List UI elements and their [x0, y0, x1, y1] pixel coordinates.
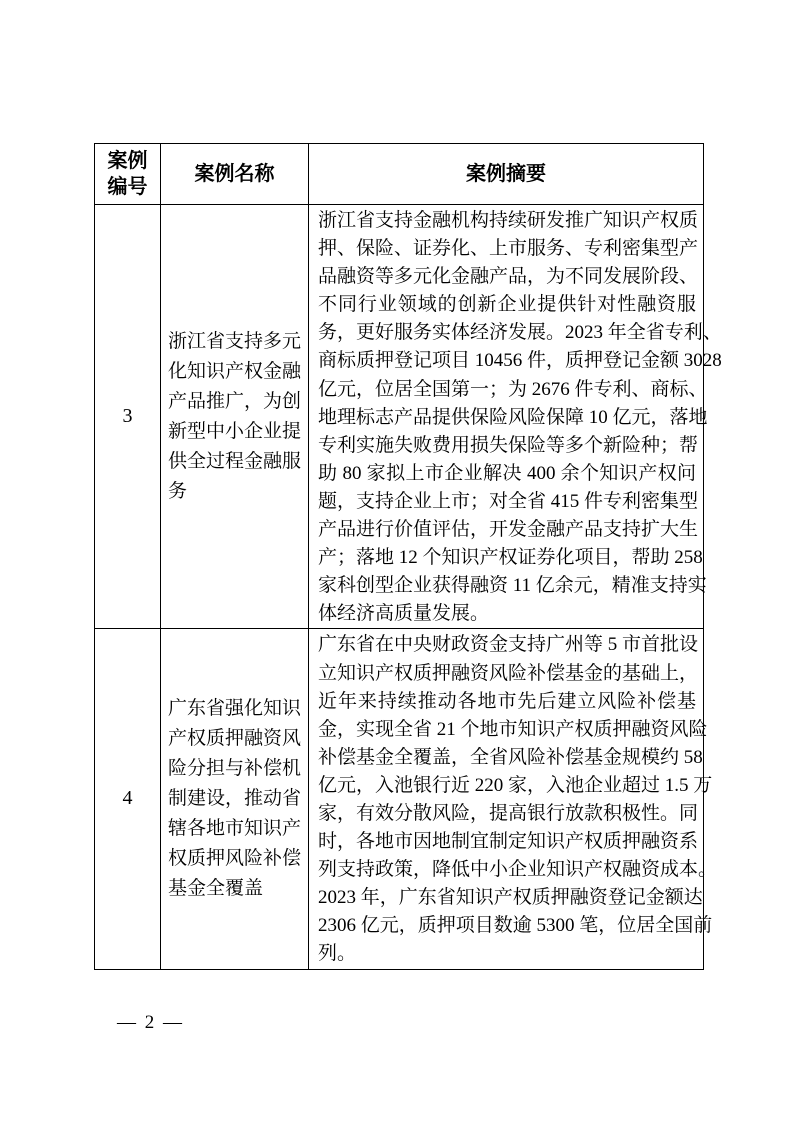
table-row: [95, 205, 704, 629]
case-summary-line: 产品进行价值评估，开发金融产品支持扩大生: [318, 519, 699, 541]
case-summary-line: 列。: [318, 943, 357, 965]
case-summary-line: 不同行业领域的创新企业提供针对性融资服: [318, 294, 696, 316]
case-summary-line: 立知识产权质押融资风险补偿基金的基础上，: [318, 662, 699, 684]
table-row: [95, 629, 704, 969]
case-table: [94, 143, 722, 970]
header-case-summary: 案例摘要: [309, 144, 704, 205]
case-summary-cell: [309, 205, 722, 629]
header-case-name: 案例名称: [161, 144, 309, 205]
case-name-line: 务: [168, 480, 188, 502]
case-summary-line: 商标质押登记项目 10456 件，质押登记金额 3028: [318, 350, 722, 372]
case-summary-line: 广东省在中央财政资金支持广州等 5 市首批设: [318, 634, 699, 656]
case-summary-line: 亿元，入池银行近 220 家，入池企业超过 1.5 万: [318, 774, 713, 796]
case-name-line: 权质押风险补偿: [168, 847, 302, 869]
case-number-cell: 3: [95, 205, 161, 629]
case-name-line: 基金全覆盖: [168, 877, 264, 899]
header-case-number: 案例编号: [95, 144, 161, 205]
case-summary-line: 近年来持续推动各地市先后建立风险补偿基: [318, 690, 696, 712]
case-summary-line: 题，支持企业上市；对全省 415 件专利密集型: [318, 490, 699, 512]
page-number: — 2 —: [117, 1012, 184, 1033]
case-summary-line: 金，实现全省 21 个地市知识产权质押融资风险: [318, 718, 708, 740]
header-row: [95, 144, 704, 205]
case-name-line: 产权质押融资风: [168, 727, 302, 749]
case-table-header: [95, 144, 704, 205]
case-summary-line: 产；落地 12 个知识产权证券化项目，帮助 258: [318, 547, 703, 569]
case-summary-line: 时，各地市因地制宜制定知识产权质押融资系: [318, 831, 699, 853]
case-name-line: 制建设，推动省: [168, 787, 302, 809]
case-summary-line: 家科创型企业获得融资 11 亿余元，精准支持实: [318, 575, 707, 597]
case-number-cell: 4: [95, 629, 161, 969]
case-summary-line: 浙江省支持金融机构持续研发推广知识产权质: [318, 210, 699, 231]
case-name-line: 供全过程金融服: [168, 450, 302, 472]
case-summary-line: 专利实施失败费用损失保险等多个新险种；帮: [318, 434, 699, 456]
case-name-line: 化知识产权金融: [168, 360, 302, 382]
case-name-line: 险分担与补偿机: [168, 757, 302, 779]
case-summary-line: 地理标志产品提供保险风险保障 10 亿元，落地: [318, 406, 708, 428]
case-summary-line: 补偿基金全覆盖，全省风险补偿基金规模约 58: [318, 746, 703, 768]
case-name-cell: [161, 629, 309, 969]
case-summary-line: 亿元，位居全国第一；为 2676 件专利、商标、: [318, 378, 708, 400]
case-summary-line: 列支持政策，降低中小企业知识产权融资成本。: [318, 859, 718, 881]
case-name-line: 产品推广，为创: [168, 390, 302, 412]
case-summary-cell: [309, 629, 718, 969]
case-name-line: 新型中小企业提: [168, 420, 302, 442]
case-summary-line: 助 80 家拟上市企业解决 400 余个知识产权问: [318, 462, 696, 484]
case-name-line: 浙江省支持多元: [168, 330, 302, 352]
case-summary-line: 2023 年，广东省知识产权质押融资登记金额达: [318, 887, 703, 909]
case-name-line: 广东省强化知识: [168, 697, 302, 719]
case-name-line: 辖各地市知识产: [168, 817, 302, 839]
case-summary-line: 务，更好服务实体经济发展。2023 年全省专利、: [318, 322, 722, 344]
case-summary-line: 品融资等多元化金融产品，为不同发展阶段、: [318, 266, 699, 288]
case-summary-line: 2306 亿元，质押项目数逾 5300 笔，位居全国前: [318, 915, 713, 937]
case-name-cell: [161, 205, 309, 629]
case-summary-line: 家，有效分散风险，提高银行放款积极性。同: [318, 802, 699, 824]
case-summary-line: 押、保险、证券化、上市服务、专利密集型产: [318, 238, 699, 260]
case-summary-line: 体经济高质量发展。: [318, 603, 490, 625]
case-table-body: [95, 205, 722, 970]
